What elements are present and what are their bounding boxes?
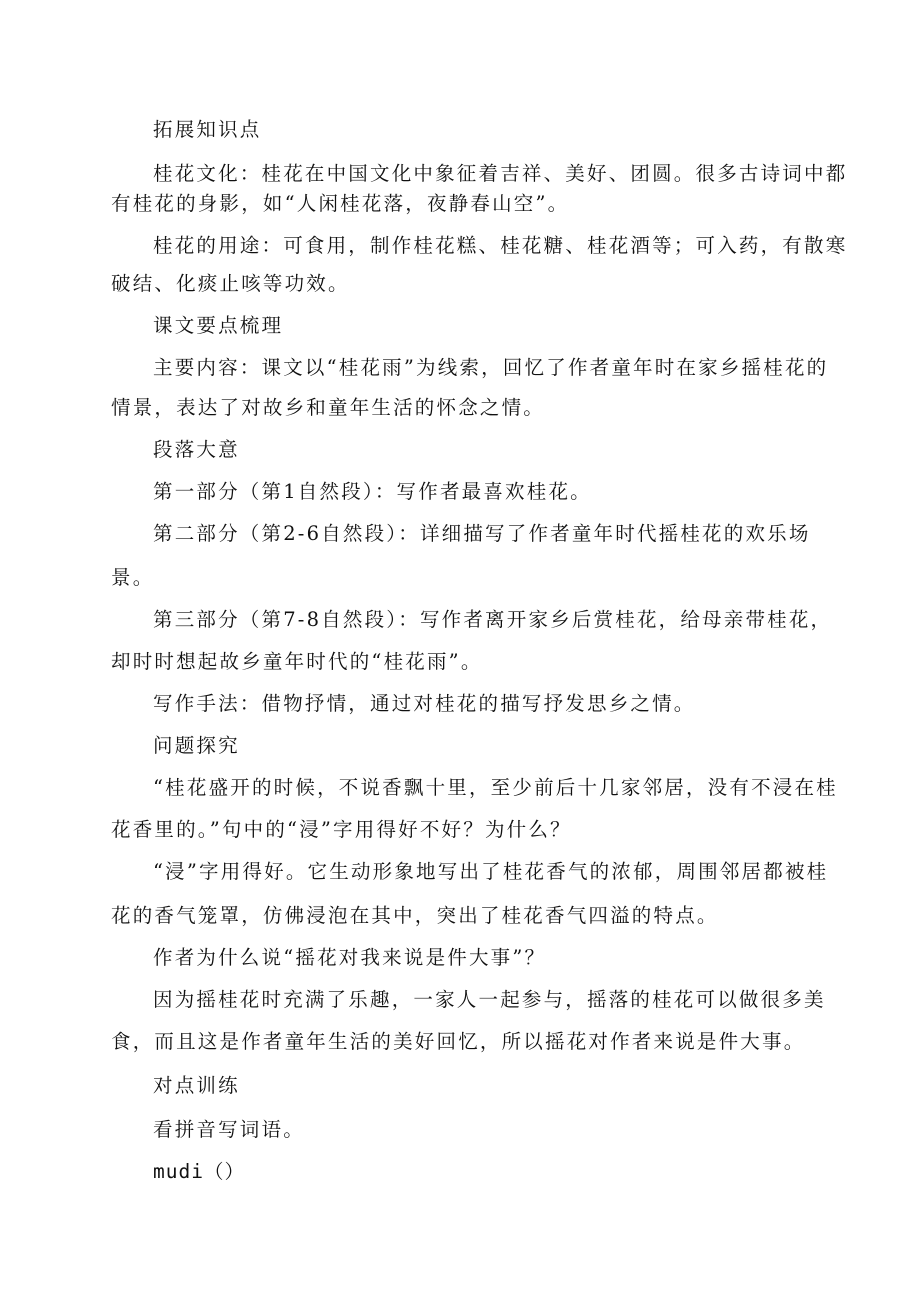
paragraph-main-content-line-1: 主要内容：课文以“桂花雨”为线索，回忆了作者童年时在家乡摇桂花的 [153, 356, 829, 379]
question-1-line-1: “桂花盛开的时候，不说香飘十里，至少前后十几家邻居，没有不浸在桂 [153, 776, 838, 799]
paragraph-part-3-line-1: 第三部分（第7-8自然段）：写作者离开家乡后赏桂花，给母亲带桂花， [153, 608, 833, 631]
question-2: 作者为什么说“摇花对我来说是件大事”？ [153, 946, 547, 969]
answer-2-line-1: 因为摇桂花时充满了乐趣，一家人一起参与，摇落的桂花可以做很多美 [153, 988, 826, 1011]
paragraph-part-1: 第一部分（第1自然段）：写作者最喜欢桂花。 [153, 480, 592, 503]
pinyin-prompt: 看拼音写词语。 [153, 1118, 305, 1141]
paragraph-part-3-line-2: 却时时想起故乡童年时代的“桂花雨”。 [111, 650, 483, 673]
question-1-line-2: 花香里的。”句中的“浸”字用得好不好？为什么？ [111, 818, 572, 841]
heading-extend-knowledge: 拓展知识点 [153, 118, 262, 141]
heading-problem-inquiry: 问题探究 [153, 734, 240, 757]
answer-1-line-2: 花的香气笼罩，仿佛浸泡在其中，突出了桂花香气四溢的特点。 [111, 904, 719, 927]
paragraph-culture-line-2: 有桂花的身影，如“人闲桂花落，夜静春山空”。 [111, 192, 570, 215]
paragraph-use-line-2: 破结、化痰止咳等功效。 [111, 272, 350, 295]
paragraph-main-content-line-2: 情景，表达了对故乡和童年生活的怀念之情。 [111, 396, 546, 419]
answer-2-line-2: 食，而且这是作者童年生活的美好回忆，所以摇花对作者来说是件大事。 [111, 1030, 806, 1053]
pinyin-item-mudi: mudi（） [153, 1160, 245, 1183]
answer-1-line-1: “浸”字用得好。它生动形象地写出了桂花香气的浓郁，周围邻居都被桂 [153, 860, 829, 883]
paragraph-part-2-line-1: 第二部分（第2-6自然段）：详细描写了作者童年时代摇桂花的欢乐场 [153, 522, 811, 545]
paragraph-part-2-line-2: 景。 [111, 566, 155, 589]
heading-paragraph-summary: 段落大意 [153, 438, 240, 461]
paragraph-writing-technique: 写作手法：借物抒情，通过对桂花的描写抒发思乡之情。 [153, 692, 696, 715]
paragraph-culture-line-1: 桂花文化：桂花在中国文化中象征着吉祥、美好、团圆。很多古诗词中都 [153, 162, 848, 185]
paragraph-use-line-1: 桂花的用途：可食用，制作桂花糕、桂花糖、桂花酒等；可入药，有散寒 [153, 234, 848, 257]
heading-text-points: 课文要点梳理 [153, 314, 284, 337]
heading-targeted-training: 对点训练 [153, 1074, 240, 1097]
